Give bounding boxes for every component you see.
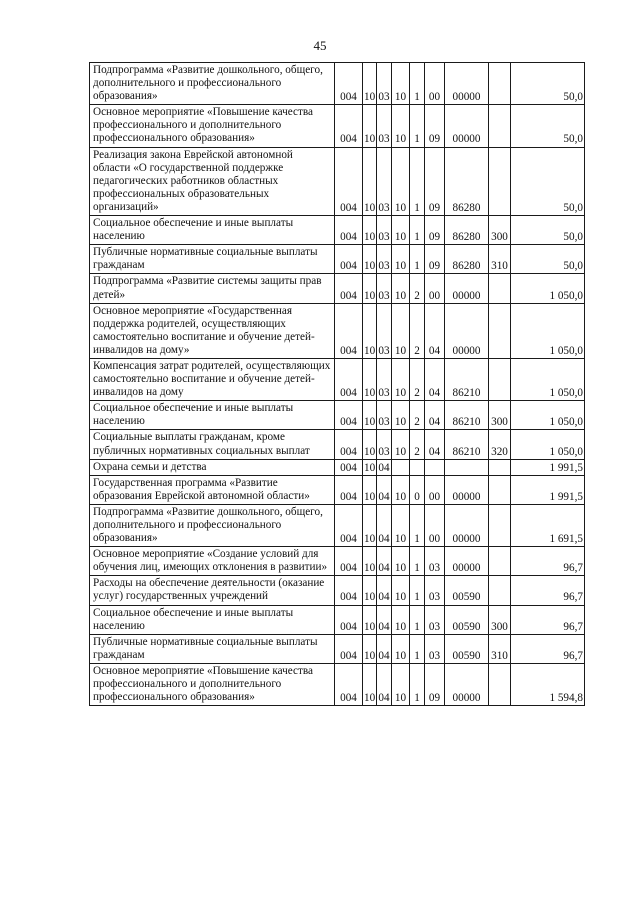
program-code: 10 — [392, 216, 410, 245]
table-row — [90, 576, 585, 605]
main-event-code: 00 — [425, 475, 445, 504]
table-row — [90, 475, 585, 504]
expense-type-code — [489, 147, 511, 215]
expense-type-code — [489, 274, 511, 303]
expense-type-code: 300 — [489, 605, 511, 634]
main-event-code — [425, 459, 445, 475]
ministry-code: 004 — [335, 547, 363, 576]
row-name: Компенсация затрат родителей, осуществляющих самостоятельно воспитание и обучение детей-инвалидов на дому — [90, 358, 335, 400]
main-event-code: 04 — [425, 358, 445, 400]
row-name: Социальные выплаты гражданам, кроме публичных нормативных социальных выплат — [90, 430, 335, 459]
subsection-code: 04 — [377, 663, 392, 705]
row-name: Социальное обеспечение и иные выплаты населению — [90, 605, 335, 634]
subprogram-code: 1 — [410, 605, 425, 634]
program-code: 10 — [392, 576, 410, 605]
subprogram-code: 2 — [410, 303, 425, 358]
ministry-code: 004 — [335, 504, 363, 546]
amount: 1 594,8 — [511, 663, 585, 705]
row-name: Государственная программа «Развитие образования Еврейской автономной области» — [90, 475, 335, 504]
main-event-code: 04 — [425, 303, 445, 358]
section-code: 10 — [363, 401, 377, 430]
subprogram-code: 1 — [410, 63, 425, 105]
main-event-code: 04 — [425, 430, 445, 459]
program-code — [392, 459, 410, 475]
ministry-code: 004 — [335, 605, 363, 634]
table-row — [90, 63, 585, 105]
amount: 1 050,0 — [511, 401, 585, 430]
main-event-code: 09 — [425, 663, 445, 705]
row-name: Подпрограмма «Развитие системы защиты прав детей» — [90, 274, 335, 303]
program-code: 10 — [392, 401, 410, 430]
ministry-code: 004 — [335, 459, 363, 475]
direction-code: 00590 — [445, 634, 489, 663]
subsection-code: 03 — [377, 430, 392, 459]
main-event-code: 03 — [425, 547, 445, 576]
main-event-code: 03 — [425, 605, 445, 634]
program-code: 10 — [392, 105, 410, 147]
main-event-code: 03 — [425, 576, 445, 605]
amount: 1 050,0 — [511, 430, 585, 459]
subsection-code: 03 — [377, 63, 392, 105]
subprogram-code — [410, 459, 425, 475]
row-name: Основное мероприятие «Повышение качества профессионального и дополнительного профессионального образования» — [90, 663, 335, 705]
direction-code: 00000 — [445, 63, 489, 105]
table-row — [90, 504, 585, 546]
amount: 1 691,5 — [511, 504, 585, 546]
subprogram-code: 1 — [410, 504, 425, 546]
ministry-code: 004 — [335, 245, 363, 274]
amount: 96,7 — [511, 547, 585, 576]
row-name: Основное мероприятие «Создание условий для обучения лиц, имеющих отклонения в развитии» — [90, 547, 335, 576]
expense-type-code — [489, 303, 511, 358]
subprogram-code: 1 — [410, 547, 425, 576]
expense-type-code — [489, 63, 511, 105]
section-code: 10 — [363, 63, 377, 105]
section-code: 10 — [363, 576, 377, 605]
direction-code: 00000 — [445, 663, 489, 705]
subprogram-code: 0 — [410, 475, 425, 504]
section-code: 10 — [363, 504, 377, 546]
subsection-code: 03 — [377, 216, 392, 245]
program-code: 10 — [392, 63, 410, 105]
table-row — [90, 605, 585, 634]
expense-type-code — [489, 576, 511, 605]
table-row — [90, 245, 585, 274]
program-code: 10 — [392, 663, 410, 705]
ministry-code: 004 — [335, 63, 363, 105]
table-row — [90, 274, 585, 303]
subprogram-code: 1 — [410, 105, 425, 147]
subprogram-code: 1 — [410, 147, 425, 215]
subsection-code: 03 — [377, 147, 392, 215]
section-code: 10 — [363, 274, 377, 303]
expense-type-code — [489, 105, 511, 147]
subsection-code: 04 — [377, 576, 392, 605]
amount: 96,7 — [511, 634, 585, 663]
program-code: 10 — [392, 430, 410, 459]
direction-code: 00000 — [445, 274, 489, 303]
subsection-code: 03 — [377, 303, 392, 358]
row-name: Охрана семьи и детства — [90, 459, 335, 475]
ministry-code: 004 — [335, 147, 363, 215]
ministry-code: 004 — [335, 634, 363, 663]
program-code: 10 — [392, 605, 410, 634]
ministry-code: 004 — [335, 274, 363, 303]
program-code: 10 — [392, 475, 410, 504]
section-code: 10 — [363, 634, 377, 663]
budget-table — [89, 62, 585, 706]
direction-code: 00000 — [445, 303, 489, 358]
row-name: Публичные нормативные социальные выплаты гражданам — [90, 245, 335, 274]
program-code: 10 — [392, 274, 410, 303]
subprogram-code: 1 — [410, 663, 425, 705]
expense-type-code — [489, 475, 511, 504]
ministry-code: 004 — [335, 105, 363, 147]
expense-type-code: 320 — [489, 430, 511, 459]
subsection-code: 03 — [377, 401, 392, 430]
program-code: 10 — [392, 634, 410, 663]
direction-code: 86210 — [445, 401, 489, 430]
main-event-code: 09 — [425, 147, 445, 215]
expense-type-code — [489, 459, 511, 475]
table-row — [90, 401, 585, 430]
main-event-code: 00 — [425, 274, 445, 303]
section-code: 10 — [363, 216, 377, 245]
row-name: Реализация закона Еврейской автономной области «О государственной поддержке педагогических работников областных профессиональных образовательных организаций» — [90, 147, 335, 215]
subsection-code: 03 — [377, 105, 392, 147]
section-code: 10 — [363, 245, 377, 274]
direction-code: 86210 — [445, 358, 489, 400]
table-row — [90, 430, 585, 459]
row-name: Публичные нормативные социальные выплаты гражданам — [90, 634, 335, 663]
table-row — [90, 105, 585, 147]
section-code: 10 — [363, 475, 377, 504]
main-event-code: 04 — [425, 401, 445, 430]
direction-code: 86210 — [445, 430, 489, 459]
direction-code: 86280 — [445, 245, 489, 274]
amount: 50,0 — [511, 147, 585, 215]
main-event-code: 03 — [425, 634, 445, 663]
section-code: 10 — [363, 105, 377, 147]
expense-type-code — [489, 504, 511, 546]
row-name: Основное мероприятие «Повышение качества профессионального и дополнительного профессионального образования» — [90, 105, 335, 147]
table-row — [90, 358, 585, 400]
ministry-code: 004 — [335, 401, 363, 430]
subprogram-code: 1 — [410, 245, 425, 274]
row-name: Социальное обеспечение и иные выплаты населению — [90, 401, 335, 430]
subprogram-code: 1 — [410, 576, 425, 605]
main-event-code: 09 — [425, 216, 445, 245]
subprogram-code: 2 — [410, 430, 425, 459]
ministry-code: 004 — [335, 430, 363, 459]
ministry-code: 004 — [335, 216, 363, 245]
table-body — [90, 63, 585, 706]
section-code: 10 — [363, 358, 377, 400]
amount: 50,0 — [511, 63, 585, 105]
table-row — [90, 147, 585, 215]
subprogram-code: 1 — [410, 634, 425, 663]
direction-code: 00000 — [445, 475, 489, 504]
amount: 1 050,0 — [511, 303, 585, 358]
page-number: 45 — [313, 38, 327, 53]
subsection-code: 04 — [377, 547, 392, 576]
row-name: Социальное обеспечение и иные выплаты населению — [90, 216, 335, 245]
expense-type-code: 310 — [489, 634, 511, 663]
table-row — [90, 663, 585, 705]
program-code: 10 — [392, 504, 410, 546]
direction-code: 86280 — [445, 147, 489, 215]
section-code: 10 — [363, 605, 377, 634]
amount: 50,0 — [511, 245, 585, 274]
table-row — [90, 634, 585, 663]
direction-code: 86280 — [445, 216, 489, 245]
subprogram-code: 2 — [410, 401, 425, 430]
section-code: 10 — [363, 459, 377, 475]
program-code: 10 — [392, 147, 410, 215]
table-row — [90, 303, 585, 358]
main-event-code: 00 — [425, 504, 445, 546]
program-code: 10 — [392, 547, 410, 576]
main-event-code: 09 — [425, 105, 445, 147]
subsection-code: 03 — [377, 358, 392, 400]
expense-type-code — [489, 547, 511, 576]
subsection-code: 03 — [377, 245, 392, 274]
subsection-code: 04 — [377, 634, 392, 663]
amount: 1 050,0 — [511, 274, 585, 303]
direction-code: 00590 — [445, 576, 489, 605]
table-row — [90, 547, 585, 576]
ministry-code: 004 — [335, 576, 363, 605]
expense-type-code: 300 — [489, 216, 511, 245]
amount: 1 991,5 — [511, 459, 585, 475]
program-code: 10 — [392, 245, 410, 274]
subsection-code: 04 — [377, 504, 392, 546]
direction-code: 00000 — [445, 105, 489, 147]
table-row — [90, 459, 585, 475]
amount: 1 050,0 — [511, 358, 585, 400]
expense-type-code — [489, 663, 511, 705]
section-code: 10 — [363, 663, 377, 705]
amount: 96,7 — [511, 576, 585, 605]
subsection-code: 04 — [377, 475, 392, 504]
section-code: 10 — [363, 147, 377, 215]
program-code: 10 — [392, 303, 410, 358]
ministry-code: 004 — [335, 475, 363, 504]
main-event-code: 00 — [425, 63, 445, 105]
direction-code: 00590 — [445, 605, 489, 634]
section-code: 10 — [363, 303, 377, 358]
section-code: 10 — [363, 430, 377, 459]
direction-code: 00000 — [445, 504, 489, 546]
subprogram-code: 1 — [410, 216, 425, 245]
program-code: 10 — [392, 358, 410, 400]
direction-code: 00000 — [445, 547, 489, 576]
section-code: 10 — [363, 547, 377, 576]
amount: 1 991,5 — [511, 475, 585, 504]
row-name: Подпрограмма «Развитие дошкольного, общего, дополнительного и профессионального образования» — [90, 504, 335, 546]
direction-code — [445, 459, 489, 475]
subprogram-code: 2 — [410, 358, 425, 400]
row-name: Расходы на обеспечение деятельности (оказание услуг) государственных учреждений — [90, 576, 335, 605]
row-name: Подпрограмма «Развитие дошкольного, общего, дополнительного и профессионального образования» — [90, 63, 335, 105]
expense-type-code: 300 — [489, 401, 511, 430]
main-event-code: 09 — [425, 245, 445, 274]
ministry-code: 004 — [335, 663, 363, 705]
subprogram-code: 2 — [410, 274, 425, 303]
amount: 50,0 — [511, 105, 585, 147]
subsection-code: 04 — [377, 605, 392, 634]
subsection-code: 04 — [377, 459, 392, 475]
expense-type-code: 310 — [489, 245, 511, 274]
expense-type-code — [489, 358, 511, 400]
amount: 50,0 — [511, 216, 585, 245]
ministry-code: 004 — [335, 303, 363, 358]
subsection-code: 03 — [377, 274, 392, 303]
row-name: Основное мероприятие «Государственная поддержка родителей, осуществляющих самостоятельно воспитание и обучение детей-инвалидов на дому» — [90, 303, 335, 358]
amount: 96,7 — [511, 605, 585, 634]
table-row — [90, 216, 585, 245]
ministry-code: 004 — [335, 358, 363, 400]
